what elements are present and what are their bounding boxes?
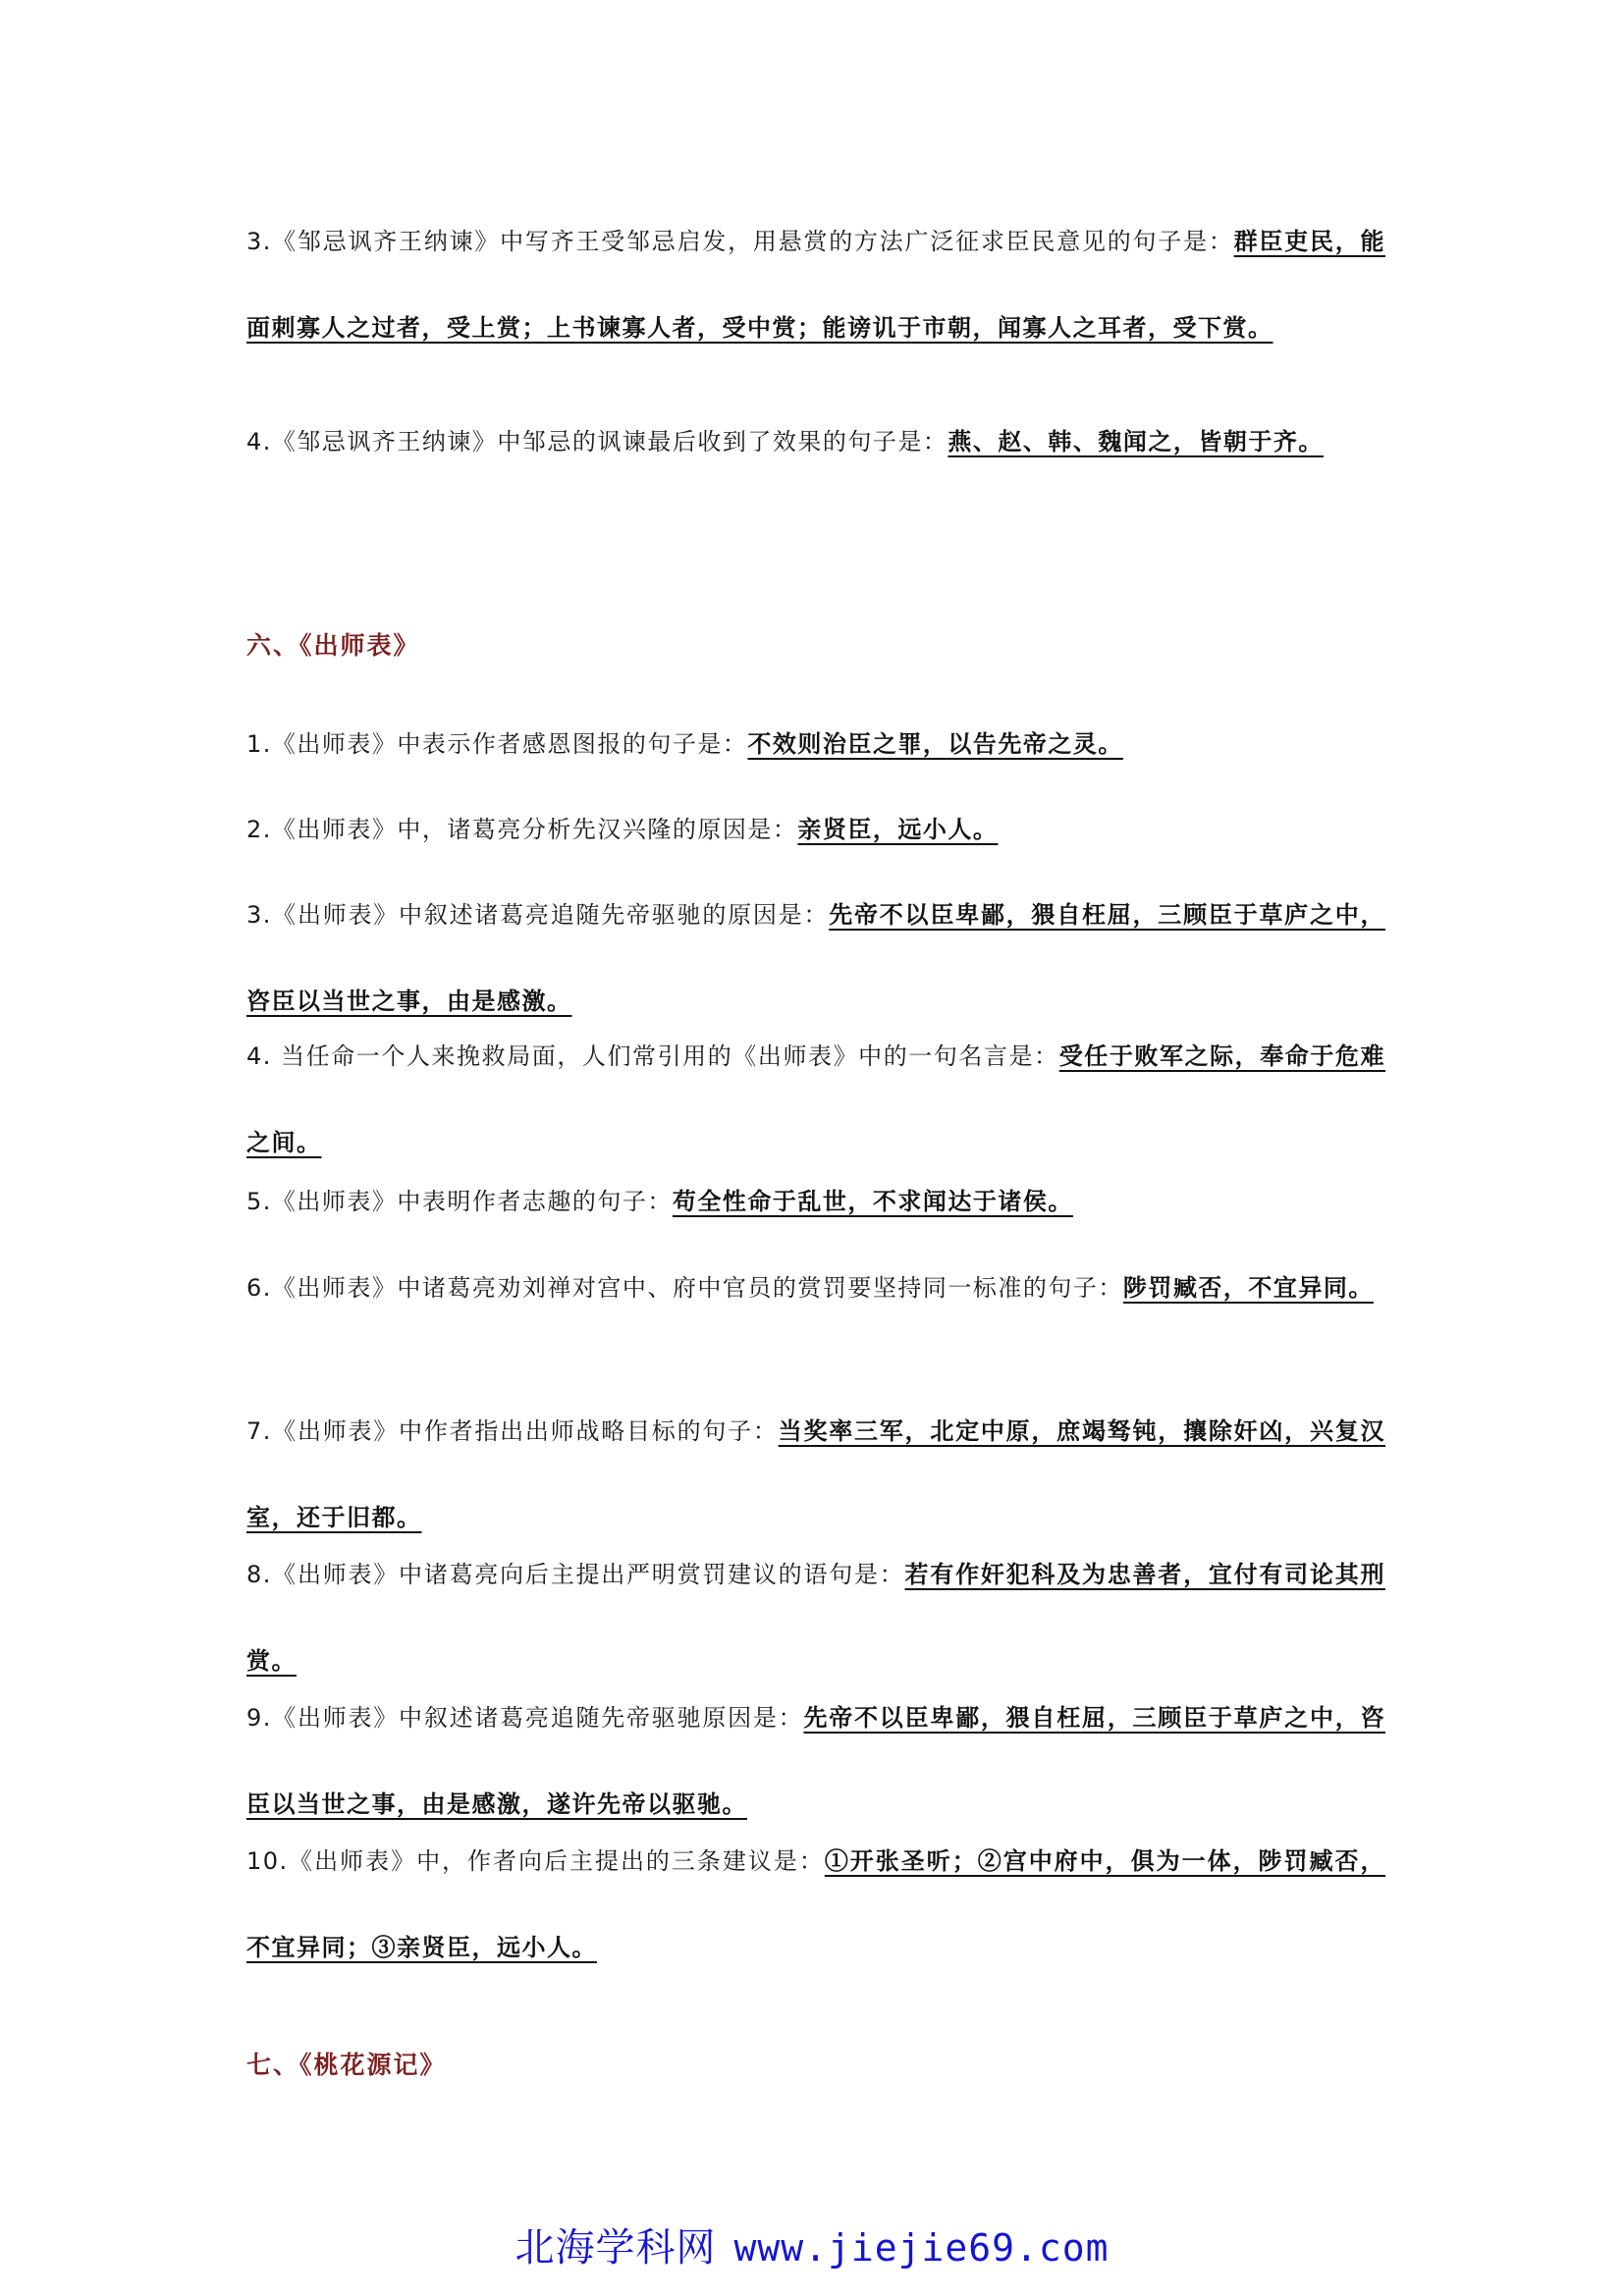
question-text: 8.《出师表》中诸葛亮向后主提出严明赏罚建议的语句是： [246,1561,905,1588]
question-text: 4. 当任命一个人来挽救局面，人们常引用的《出师表》中的一句名言是： [246,1042,1059,1070]
question-item [246,198,1385,371]
question-item [246,786,1385,873]
section-heading: 六、《出师表》 [246,631,420,660]
answer-text: 当奖率三军，北定中原，庶竭驽钝，攘除奸凶，兴复汉室，还于旧都。 [246,1416,1385,1531]
question-item [246,399,1385,485]
question-text: 3.《出师表》中叙述诸葛亮追随先帝驱驰的原因是： [246,901,830,929]
answer-text: 先帝不以臣卑鄙，猥自枉屈，三顾臣于草庐之中，咨臣以当世之事，由是感激。 [246,900,1385,1015]
answer-text: 受任于败军之际，奉命于危难之间。 [246,1041,1385,1156]
question-text: 4.《邹忌讽齐王纳谏》中邹忌的讽谏最后收到了效果的句子是： [246,428,948,455]
answer-text: 若有作奸犯科及为忠善者，宜付有司论其刑赏。 [246,1560,1385,1675]
answer-text: 苟全性命于乱世，不求闻达于诸侯。 [672,1187,1073,1215]
question-text: 3.《邹忌讽齐王纳谏》中写齐王受邹忌启发，用悬赏的方法广泛征求臣民意见的句子是： [246,228,1234,255]
answer-text: 群臣吏民，能面刺寡人之过者，受上赏；上书谏寡人者，受中赏；能谤讥于市朝，闻寡人之耳者，受下赏。 [246,227,1385,342]
question-text: 2.《出师表》中，诸葛亮分析先汉兴隆的原因是： [246,816,798,843]
answer-text: ①开张圣听；②宫中府中，俱为一体，陟罚臧否，不宜异同；③亲贤臣，远小人。 [246,1846,1385,1961]
answer-text: 燕、赵、韩、魏闻之，皆朝于齐。 [947,427,1324,455]
section-heading: 七、《桃花源记》 [246,2051,447,2079]
answer-text: 亲贤臣，远小人。 [797,815,999,843]
footer-watermark [0,2216,1624,2272]
footer-site-name: 北海学科网 [514,2225,717,2270]
question-text: 10.《出师表》中，作者向后主提出的三条建议是： [246,1847,825,1875]
question-text: 7.《出师表》中作者指出出师战略目标的句子： [246,1417,779,1445]
question-text: 1.《出师表》中表示作者感恩图报的句子是： [246,730,748,758]
answer-text: 不效则治臣之罪，以告先帝之灵。 [747,729,1123,758]
question-text: 5.《出师表》中表明作者志趣的句子： [246,1188,673,1215]
question-item [246,1245,1385,1331]
question-item [246,701,1385,787]
question-item [246,1818,1385,1991]
question-item [246,1158,1385,1245]
footer-url: www.jiejie69.com [733,2226,1110,2269]
question-text: 6.《出师表》中诸葛亮劝刘禅对宫中、府中官员的赏罚要坚持同一标准的句子： [246,1274,1123,1302]
question-text: 9.《出师表》中叙述诸葛亮追随先帝驱驰原因是： [246,1704,804,1732]
answer-text: 陟罚臧否，不宜异同。 [1122,1273,1374,1302]
answer-text: 先帝不以臣卑鄙，猥自枉屈，三顾臣于草庐之中，咨臣以当世之事，由是感激，遂许先帝以驱驰。 [246,1703,1385,1818]
